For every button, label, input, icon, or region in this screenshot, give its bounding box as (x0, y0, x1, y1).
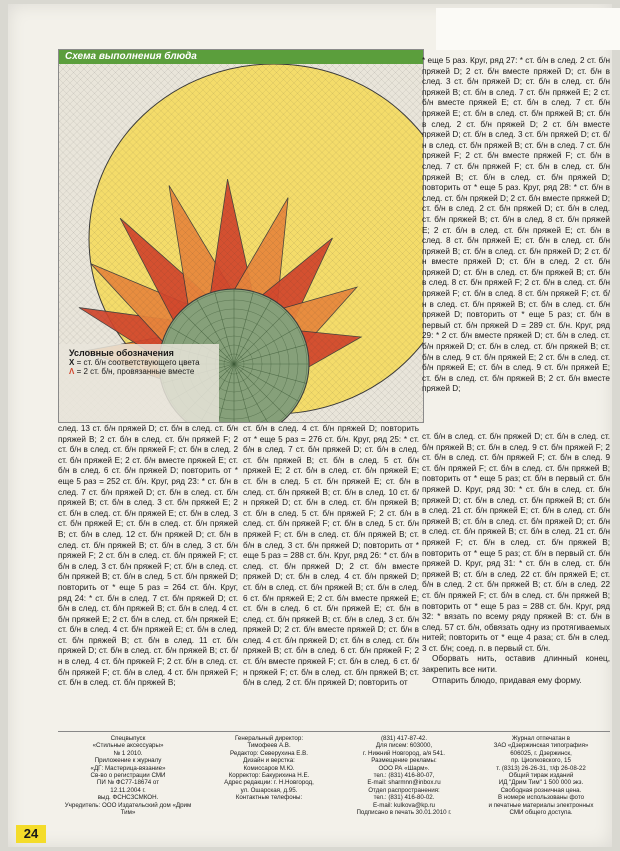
imprint-line: «Стильные аксессуары» (92, 742, 164, 750)
text-column-right-top: * еще 5 раз. Круг, ряд 27: * ст. б/н в след. 2 ст. б/н пряжей D; 2 ст. б/н вместе пряжей D; ст. б/н в след. 3 ст. б/н пряжей D; ст. б/н в след. ст. б/н пряжей В; ст. б/н в след. 7 ст. б/н пряжей Е; 2 ст. б/н вместе пряжей Е; ст. б/н в след. 7 ст. б/н пряжей Е; ст. б/н в след. ст. б/н пряжей В; ст. б/н в след. 2 ст. б/н пряжей D; 2 ст. б/н вместе пряжей D; ст. б/н в след. 3 ст. б/н пряжей D; ст. б/н в след. ст. б/н пряжей В; ст. б/н в след. 7 ст. б/н пряжей F; 2 ст. б/н вместе пряжей F; ст. б/н в след. 7 ст. б/н пряжей F; ст. б/н в след. ст. б/н пряжей В; ст. б/н в след. ст. б/н пряжей D; повторить от * еще 5 раз. Круг, ряд 28: * ст. б/н в след. ст. б/н пряжей D; 2 ст. б/н вместе пряжей D; ст. б/н в след. 2 ст. б/н пряжей D; ст. б/н в след. ст. б/н пряжей В; ст. б/н в след. 8 ст. б/н пряжей Е; 2 ст. б/н в след. ст. б/н пряжей Е; ст. б/н в след. 8 ст. б/н пряжей Е; ст. б/н в след. ст. б/н пряжей В; ст. б/н в след. ст. б/н пряжей D; 2 ст. б/н вместе пряжей D; ст. б/н в след. 2 ст. б/н пряжей D; ст. б/н в след. ст. б/н пряжей В; ст. б/н в след. 8 ст. б/н пряжей F; 2 ст. б/н в след. ст. б/н пряжей F; ст. б/н в след. 8 ст. б/н пряжей F; ст. б/н в след. ст. б/н пряжей В; ст. б/н в след. ст. б/н пряжей D; повторить от * еще 5 раз; ст. б/н в первый ст. б/н пряжей D = 289 ст. б/н. Круг, ряд 29: * 2 ст. б/н вместе пряжей D; ст. б/н в след. ст. б/н пряжей D; ст. б/н в след. ст. б/н пряжей В; ст. б/н в след. 9 ст. б/н пряжей Е; 2 ст. б/н в след. ст. б/н пряжей Е; ст. б/н в след. 9 ст. б/н пряжей Е; ст. б/н в след. ст. б/н пряжей В; 2 ст. б/н вместе пряжей D; (422, 56, 610, 394)
imprint-column-contacts (340, 735, 468, 816)
imprint-line: Журнал отпечатан в (511, 735, 571, 742)
legend-item-single-crochet-text: = ст. б/н соответствующего цвета (76, 358, 200, 367)
imprint-line: ЗАО «Дзержинская типография» (493, 742, 589, 750)
imprint-line: ПИ № ФС77-18674 от (96, 779, 160, 787)
imprint-column-printing (472, 735, 610, 816)
imprint-line: СМИ общего доступа. (509, 809, 573, 817)
torn-edge (436, 8, 620, 50)
imprint-line: Дизайн и верстка: (243, 757, 295, 765)
imprint-line: Редактор: Северухина Е.В. (230, 749, 308, 757)
legend-item-decrease (69, 367, 219, 376)
imprint-line: Размещение рекламы: (371, 757, 437, 765)
imprint-line: Подписано в печать 30.01.2010 г. (356, 809, 452, 817)
legend-item-decrease-text: = 2 ст. б/н, провязанные вместе (76, 367, 195, 376)
text-column-middle: ст. б/н в след. 4 ст. б/н пряжей D; повторить от * еще 5 раз = 276 ст. б/н. Круг, ряд 25: * ст. б/н в след. 7 ст. б/н пряжей D; ст. б/н в след. ст. б/н пряжей В; ст. б/н в след. 5 ст. б/н пряжей Е; 2 ст. б/н в след. ст. б/н пряжей Е; ст. б/н в след. 5 ст. б/н пряжей Е; ст. б/н в след. ст. б/н пряжей В; ст. б/н в след. 10 ст. б/н пряжей D; ст. б/н в след. ст. б/н пряжей В; ст. б/н в след. 5 ст. б/н пряжей F; 2 ст. б/н в след. ст. б/н пряжей F; ст. б/н в след. 5 ст. б/н пряжей F; ст. б/н в след. ст. б/н пряжей В; ст. б/н в след. 3 ст. б/н пряжей D; повторить от * еще 5 раз = 288 ст. б/н. Круг, ряд 26: * ст. б/н в след. ст. б/н пряжей D; 2 ст. б/н вместе пряжей D; ст. б/н в след. 4 ст. б/н пряжей D; ст. б/н в след. ст. б/н пряжей В; ст. б/н в след. 6 ст. б/н пряжей Е; 2 ст. б/н вместе пряжей Е; ст. б/н в след. 6 ст. б/н пряжей Е; ст. б/н в след. ст. б/н пряжей В; ст. б/н в след. 3 ст. б/н пряжей D; 2 ст. б/н вместе пряжей D; ст. б/н в след. 4 ст. б/н пряжей D; ст. б/н в след. ст. б/н пряжей В; ст. б/н в след. 6 ст. б/н пряжей F; 2 ст. б/н вместе пряжей F; ст. б/н в след. 6 ст. б/н пряжей F; ст. б/н в след. ст. б/н пряжей В; ст. б/н в след. 2 ст. б/н пряжей D; повторить от (243, 424, 419, 688)
imprint-line: выд. ФСНСЗСМКОН. (97, 794, 159, 802)
imprint-line: и печатные материалы электронных (488, 801, 594, 809)
imprint-line: «ДГ: Мастерица-вязание» (90, 764, 166, 772)
imprint-line: Адрес редакции: г. Н.Новгород, (224, 779, 314, 787)
text-column-right-bottom (422, 432, 610, 732)
cross-symbol-icon: Х (69, 358, 75, 367)
figure-title: Схема выполнения блюда (59, 50, 423, 64)
imprint-line: 606025, г. Дзержинск, (510, 749, 572, 757)
imprint-line: ИД "Дрим Тим" 1 500 000 экз. (498, 779, 584, 787)
imprint-line: ООО РА «Шарм». (378, 764, 430, 772)
imprint-line: Комиссаров М.Ю. (243, 764, 295, 772)
imprint-line: Учредитель: ООО Издательский дом «Дрим Тим» (64, 801, 192, 817)
chart-legend (69, 348, 219, 376)
text-column-right-body: ст. б/н в след. ст. б/н пряжей D; ст. б/н в след. ст. б/н пряжей В; ст. б/н в след. 9 ст. б/н пряжей F; 2 ст. б/н в след. ст. б/н пряжей F; ст. б/н в след. 9 ст. б/н пряжей F; ст. б/н в след. ст. б/н пряжей В; повторить от * еще 5 раз; ст. б/н в первый ст. б/н пряжей D. Круг, ряд 30: * ст. б/н в след. ст. б/н пряжей D; ст. б/н в след. ст. б/н пряжей В; ст. б/н в след. 21 ст. б/н пряжей Е; ст. б/н в след. ст. б/н пряжей В; ст. б/н в след. ст. б/н пряжей D; ст. б/н в след. ст. б/н пряжей В; ст. б/н в след. 21 ст. б/н пряжей F; ст. б/н в след. ст. б/н пряжей В; повторить от * еще 5 раз; ст. б/н в первый ст. б/н пряжей D. Круг, ряд 31: * ст. б/н в след. ст. б/н пряжей В; ст. б/н в след. 22 ст. б/н пряжей Е; ст. б/н в след. 2 ст. б/н пряжей В; ст. б/н в след. 22 ст. б/н пряжей F; ст. б/н в след. ст. б/н пряжей В; повторить от * еще 5 раз = 288 ст. б/н. Круг, ряд 32: * вязать по всему ряду пряжей В: ст. б/н в след. 57 ст. б/н, обвязать одну из протягиваемых нитей; повторить от * еще 4 раза; ст. б/н в след. 3 ст. б/н; соед. п. в первый ст. б/н. (422, 432, 610, 653)
imprint-line: г. Нижний Новгород, а/я 541. (363, 749, 445, 757)
imprint-line: Корректор: Бакурихина Н.Е. (228, 772, 310, 780)
bowl-chart-figure (58, 49, 424, 423)
imprint-line: № 1 2010. (113, 749, 143, 757)
imprint-line: Общий тираж изданий (508, 772, 574, 780)
imprint-line: Приложение к журналу (94, 757, 162, 765)
magazine-page (8, 4, 612, 847)
imprint-line: пр. Циолковского, 15 (511, 757, 571, 765)
finishing-instruction-2: Отпарить блюдо, придавая ему форму. (432, 675, 582, 685)
imprint-line: тел.: (831) 416-80-02. (373, 794, 435, 802)
page-number: 24 (16, 825, 46, 843)
imprint-line: Тимофеев А.В. (247, 742, 291, 750)
imprint-line: т. (8313) 26-26-31, т/ф 26-08-22 (496, 764, 586, 772)
legend-item-single-crochet (69, 358, 219, 367)
imprint-line: Генеральный директор: (234, 735, 304, 742)
imprint-line: 12.11.2004 г. (110, 786, 146, 794)
imprint-line: ул. Ошарская, д.95. (240, 786, 298, 794)
finishing-instruction-1: Оборвать нить, оставив длинный конец, закрепить все нити. (422, 654, 610, 675)
imprint-line: Отдел распространения: (368, 786, 440, 794)
imprint-line: Свободная розничная цена. (500, 786, 582, 794)
legend-title: Условные обозначения (69, 348, 174, 358)
imprint-line: E-mail: sharmnn@inbox.ru (367, 779, 441, 787)
imprint-line: Св-во о регистрации СМИ (90, 772, 166, 780)
imprint-line: тел.: (831) 416-80-07, (373, 772, 435, 780)
imprint-line: Для писем: 603000, (375, 742, 433, 750)
imprint-line: В номере использованы фото (497, 794, 585, 802)
decrease-symbol-icon: Λ (69, 367, 75, 376)
imprint-line: (831) 417-87-42. (380, 735, 428, 742)
imprint-column-staff (204, 735, 334, 802)
imprint-column-publication (58, 735, 198, 816)
imprint-line: Спецвыпуск (110, 735, 146, 742)
imprint-block (58, 731, 610, 826)
imprint-line: Контактные телефоны: (235, 794, 303, 802)
imprint-line: E-mail: kulkova@kp.ru (373, 801, 435, 809)
text-column-left: след. 13 ст. б/н пряжей D; ст. б/н в след. ст. б/н пряжей В; 2 ст. б/н в след. ст. б/н пряжей F; 2 ст. б/н в след. ст. б/н пряжей F; ст. б/н в след. 2 ст. б/н пряжей Е; 2 ст. б/н вместе пряжей Е; ст. б/н в след. 6 ст. б/н пряжей D; повторить от * еще 5 раз = 252 ст. б/н. Круг, ряд 23: * ст. б/н в след. 7 ст. б/н пряжей D; ст. б/н в след. ст. б/н пряжей В; ст. б/н в след. 3 ст. б/н пряжей Е; 2 ст. б/н в след. ст. б/н пряжей Е; ст. б/н в след. 3 ст. б/н пряжей Е; ст. б/н в след. ст. б/н пряжей В; ст. б/н в след. 12 ст. б/н пряжей D; ст. б/н в след. ст. б/н пряжей В; ст. б/н в след. 3 ст. б/н пряжей F; 2 ст. б/н в след. ст. б/н пряжей F; ст. б/н в след. 3 ст. б/н пряжей F; ст. б/н в след. ст. б/н пряжей В; ст. б/н в след. 5 ст. б/н пряжей D; повторить от * еще 5 раз = 264 ст. б/н. Круг, ряд 24: * ст. б/н в след. 7 ст. б/н пряжей D; ст. б/н в след. ст. б/н пряжей В; ст. б/н в след. 4 ст. б/н пряжей Е; 2 ст. б/н в след. ст. б/н пряжей Е; ст. б/н в след. 4 ст. б/н пряжей Е; ст. б/н в след. ст. б/н пряжей В; ст. б/н в след. 11 ст. б/н пряжей D; ст. б/н в след. ст. б/н пряжей В; ст. б/н в след. 4 ст. б/н пряжей F; 2 ст. б/н в след. ст. б/н пряжей F; ст. б/н в след. 4 ст. б/н пряжей F; ст. б/н в след. ст. б/н пряжей В; (58, 424, 238, 688)
